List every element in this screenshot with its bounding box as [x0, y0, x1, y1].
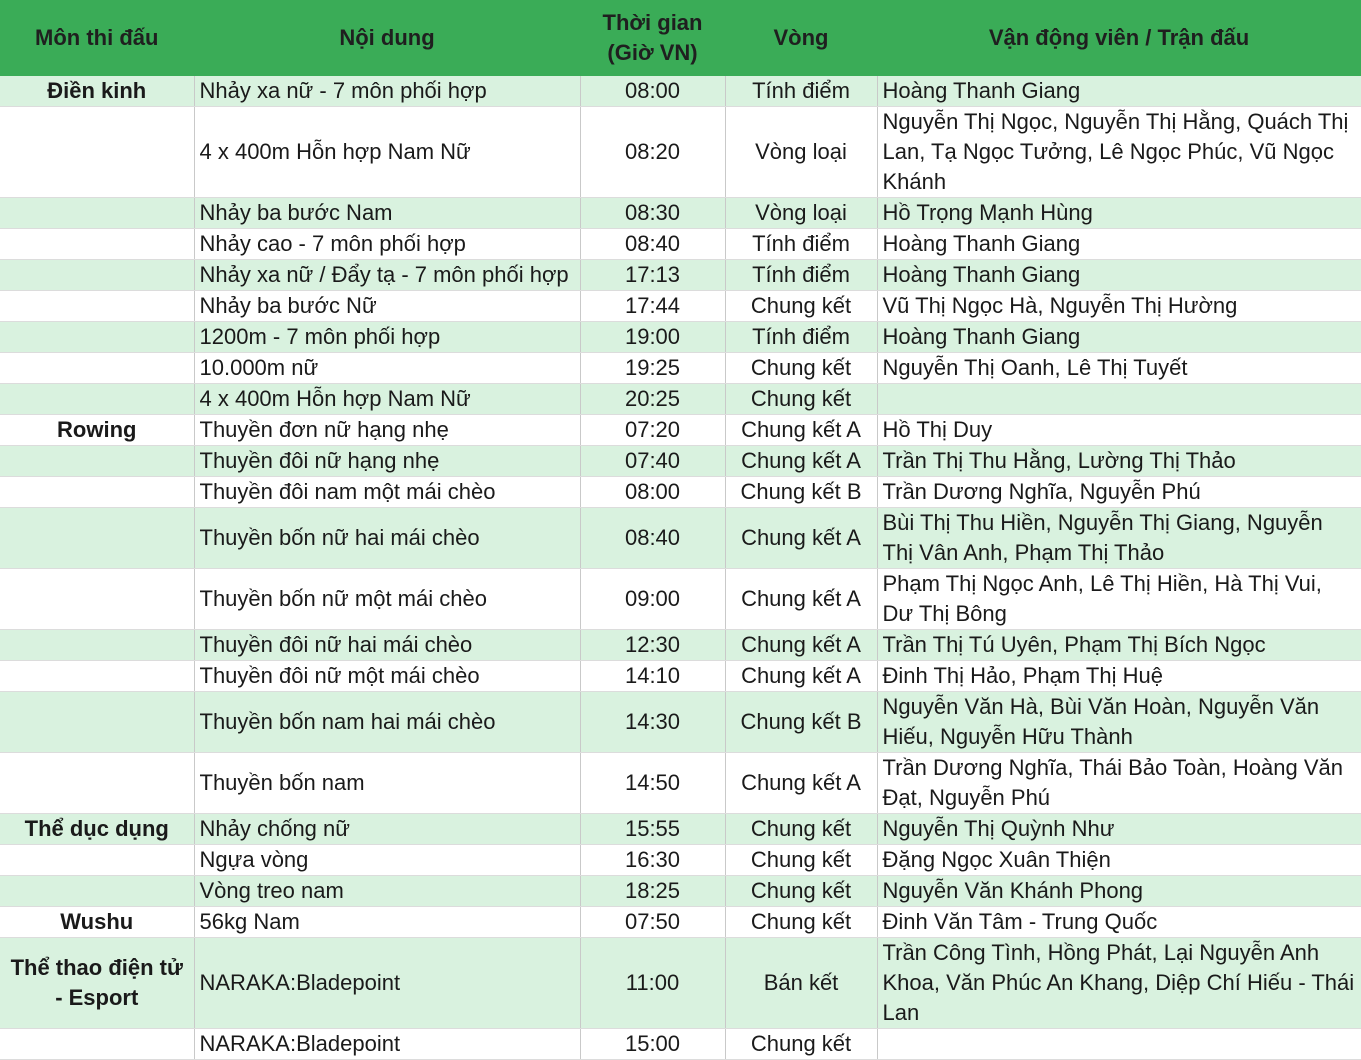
athletes-cell: Nguyễn Văn Khánh Phong	[877, 876, 1361, 907]
athletes-cell: Hồ Thị Duy	[877, 415, 1361, 446]
athletes-cell: Nguyễn Thị Quỳnh Như	[877, 814, 1361, 845]
sport-cell	[0, 107, 194, 198]
table-body	[0, 76, 1361, 1060]
athletes-cell: Hồ Trọng Mạnh Hùng	[877, 198, 1361, 229]
time-cell: 14:50	[580, 753, 725, 814]
round-cell: Chung kết	[725, 384, 877, 415]
sport-cell	[0, 630, 194, 661]
event-cell: Thuyền đôi nữ hai mái chèo	[194, 630, 580, 661]
table-row	[0, 753, 1361, 814]
table-row	[0, 446, 1361, 477]
table-row	[0, 938, 1361, 1029]
athletes-cell: Trần Thị Thu Hằng, Lường Thị Thảo	[877, 446, 1361, 477]
sport-cell: Thể thao điện tử - Esport	[0, 938, 194, 1029]
sport-cell	[0, 1029, 194, 1060]
time-cell: 08:40	[580, 229, 725, 260]
event-cell: Vòng treo nam	[194, 876, 580, 907]
athletes-cell: Hoàng Thanh Giang	[877, 322, 1361, 353]
table-row	[0, 322, 1361, 353]
table-row	[0, 661, 1361, 692]
round-cell: Chung kết	[725, 1029, 877, 1060]
time-cell: 08:00	[580, 76, 725, 107]
event-cell: 1200m - 7 môn phối hợp	[194, 322, 580, 353]
athletes-cell: Đặng Ngọc Xuân Thiện	[877, 845, 1361, 876]
header-event: Nội dung	[194, 0, 580, 76]
time-cell: 19:25	[580, 353, 725, 384]
athletes-cell: Phạm Thị Ngọc Anh, Lê Thị Hiền, Hà Thị Vui, Dư Thị Bông	[877, 569, 1361, 630]
header-time-label: Thời gian (Giờ VN)	[602, 10, 703, 65]
table-row	[0, 353, 1361, 384]
header-time	[580, 0, 725, 76]
event-cell: NARAKA:Bladepoint	[194, 938, 580, 1029]
event-cell: Thuyền bốn nam	[194, 753, 580, 814]
time-cell: 08:00	[580, 477, 725, 508]
sport-cell	[0, 260, 194, 291]
event-cell: Nhảy chống nữ	[194, 814, 580, 845]
table-row	[0, 415, 1361, 446]
time-cell: 15:55	[580, 814, 725, 845]
event-cell: Thuyền đôi nữ hạng nhẹ	[194, 446, 580, 477]
event-cell: 4 x 400m Hỗn hợp Nam Nữ	[194, 384, 580, 415]
athletes-cell: Trần Thị Tú Uyên, Phạm Thị Bích Ngọc	[877, 630, 1361, 661]
event-cell: Nhảy xa nữ - 7 môn phối hợp	[194, 76, 580, 107]
round-cell: Chung kết A	[725, 753, 877, 814]
table-row	[0, 569, 1361, 630]
athletes-cell	[877, 384, 1361, 415]
athletes-cell: Nguyễn Văn Hà, Bùi Văn Hoàn, Nguyễn Văn Hiếu, Nguyễn Hữu Thành	[877, 692, 1361, 753]
athletes-cell: Đinh Văn Tâm - Trung Quốc	[877, 907, 1361, 938]
time-cell: 17:13	[580, 260, 725, 291]
sport-cell	[0, 661, 194, 692]
time-cell: 09:00	[580, 569, 725, 630]
sport-cell	[0, 753, 194, 814]
sport-cell	[0, 569, 194, 630]
table-row	[0, 76, 1361, 107]
table-row	[0, 814, 1361, 845]
event-cell: 56kg Nam	[194, 907, 580, 938]
sport-cell	[0, 477, 194, 508]
round-cell: Chung kết	[725, 876, 877, 907]
round-cell: Vòng loại	[725, 198, 877, 229]
sport-cell	[0, 508, 194, 569]
event-cell: Thuyền bốn nữ một mái chèo	[194, 569, 580, 630]
round-cell: Chung kết A	[725, 446, 877, 477]
table-row	[0, 508, 1361, 569]
time-cell: 08:30	[580, 198, 725, 229]
sport-cell	[0, 384, 194, 415]
athletes-cell: Hoàng Thanh Giang	[877, 260, 1361, 291]
table-row	[0, 876, 1361, 907]
table-row	[0, 260, 1361, 291]
round-cell: Tính điểm	[725, 76, 877, 107]
sport-cell	[0, 876, 194, 907]
athletes-cell: Vũ Thị Ngọc Hà, Nguyễn Thị Hường	[877, 291, 1361, 322]
time-cell: 08:40	[580, 508, 725, 569]
round-cell: Chung kết	[725, 845, 877, 876]
table-row	[0, 384, 1361, 415]
event-cell: Thuyền bốn nam hai mái chèo	[194, 692, 580, 753]
round-cell: Chung kết A	[725, 569, 877, 630]
sport-cell: Thể dục dụng	[0, 814, 194, 845]
event-cell: Nhảy ba bước Nữ	[194, 291, 580, 322]
athletes-cell: Bùi Thị Thu Hiền, Nguyễn Thị Giang, Nguyễn Thị Vân Anh, Phạm Thị Thảo	[877, 508, 1361, 569]
sport-cell	[0, 845, 194, 876]
athletes-cell: Hoàng Thanh Giang	[877, 76, 1361, 107]
event-cell: 10.000m nữ	[194, 353, 580, 384]
sport-cell	[0, 322, 194, 353]
sport-cell: Rowing	[0, 415, 194, 446]
sport-cell: Wushu	[0, 907, 194, 938]
round-cell: Tính điểm	[725, 260, 877, 291]
table-header	[0, 0, 1361, 76]
header-athletes: Vận động viên / Trận đấu	[877, 0, 1361, 76]
event-cell: 4 x 400m Hỗn hợp Nam Nữ	[194, 107, 580, 198]
table-row	[0, 630, 1361, 661]
event-cell: Thuyền đơn nữ hạng nhẹ	[194, 415, 580, 446]
table-row	[0, 477, 1361, 508]
table-row	[0, 1029, 1361, 1060]
table-row	[0, 291, 1361, 322]
sport-cell	[0, 692, 194, 753]
event-cell: Thuyền đôi nam một mái chèo	[194, 477, 580, 508]
time-cell: 14:10	[580, 661, 725, 692]
sport-cell	[0, 198, 194, 229]
table-row	[0, 692, 1361, 753]
event-cell: Nhảy cao - 7 môn phối hợp	[194, 229, 580, 260]
event-cell: Thuyền bốn nữ hai mái chèo	[194, 508, 580, 569]
event-cell: Nhảy xa nữ / Đẩy tạ - 7 môn phối hợp	[194, 260, 580, 291]
header-row	[0, 0, 1361, 76]
table-row	[0, 107, 1361, 198]
table-row	[0, 229, 1361, 260]
time-cell: 20:25	[580, 384, 725, 415]
athletes-cell: Nguyễn Thị Ngọc, Nguyễn Thị Hằng, Quách Thị Lan, Tạ Ngọc Tưởng, Lê Ngọc Phúc, Vũ Ngọc Khánh	[877, 107, 1361, 198]
time-cell: 07:50	[580, 907, 725, 938]
round-cell: Chung kết A	[725, 508, 877, 569]
round-cell: Tính điểm	[725, 322, 877, 353]
time-cell: 18:25	[580, 876, 725, 907]
round-cell: Chung kết A	[725, 661, 877, 692]
round-cell: Tính điểm	[725, 229, 877, 260]
round-cell: Chung kết	[725, 291, 877, 322]
sport-cell	[0, 446, 194, 477]
time-cell: 07:20	[580, 415, 725, 446]
athletes-cell: Hoàng Thanh Giang	[877, 229, 1361, 260]
round-cell: Vòng loại	[725, 107, 877, 198]
event-cell: Ngựa vòng	[194, 845, 580, 876]
sport-cell	[0, 291, 194, 322]
time-cell: 17:44	[580, 291, 725, 322]
time-cell: 15:00	[580, 1029, 725, 1060]
time-cell: 12:30	[580, 630, 725, 661]
round-cell: Chung kết	[725, 353, 877, 384]
athletes-cell	[877, 1029, 1361, 1060]
header-sport: Môn thi đấu	[0, 0, 194, 76]
round-cell: Chung kết B	[725, 477, 877, 508]
round-cell: Chung kết	[725, 907, 877, 938]
table-row	[0, 198, 1361, 229]
athletes-cell: Trần Dương Nghĩa, Thái Bảo Toàn, Hoàng Văn Đạt, Nguyễn Phú	[877, 753, 1361, 814]
athletes-cell: Trần Công Tình, Hồng Phát, Lại Nguyễn Anh Khoa, Văn Phúc An Khang, Diệp Chí Hiếu - Thái Lan	[877, 938, 1361, 1029]
event-cell: NARAKA:Bladepoint	[194, 1029, 580, 1060]
time-cell: 11:00	[580, 938, 725, 1029]
round-cell: Chung kết A	[725, 630, 877, 661]
event-cell: Thuyền đôi nữ một mái chèo	[194, 661, 580, 692]
sport-cell	[0, 353, 194, 384]
header-round: Vòng	[725, 0, 877, 76]
athletes-cell: Trần Dương Nghĩa, Nguyễn Phú	[877, 477, 1361, 508]
time-cell: 08:20	[580, 107, 725, 198]
sport-cell	[0, 229, 194, 260]
athletes-cell: Nguyễn Thị Oanh, Lê Thị Tuyết	[877, 353, 1361, 384]
time-cell: 07:40	[580, 446, 725, 477]
sport-cell: Điền kinh	[0, 76, 194, 107]
round-cell: Chung kết	[725, 814, 877, 845]
round-cell: Chung kết B	[725, 692, 877, 753]
table-row	[0, 907, 1361, 938]
round-cell: Bán kết	[725, 938, 877, 1029]
event-cell: Nhảy ba bước Nam	[194, 198, 580, 229]
time-cell: 16:30	[580, 845, 725, 876]
table-row	[0, 845, 1361, 876]
time-cell: 14:30	[580, 692, 725, 753]
time-cell: 19:00	[580, 322, 725, 353]
athletes-cell: Đinh Thị Hảo, Phạm Thị Huệ	[877, 661, 1361, 692]
round-cell: Chung kết A	[725, 415, 877, 446]
